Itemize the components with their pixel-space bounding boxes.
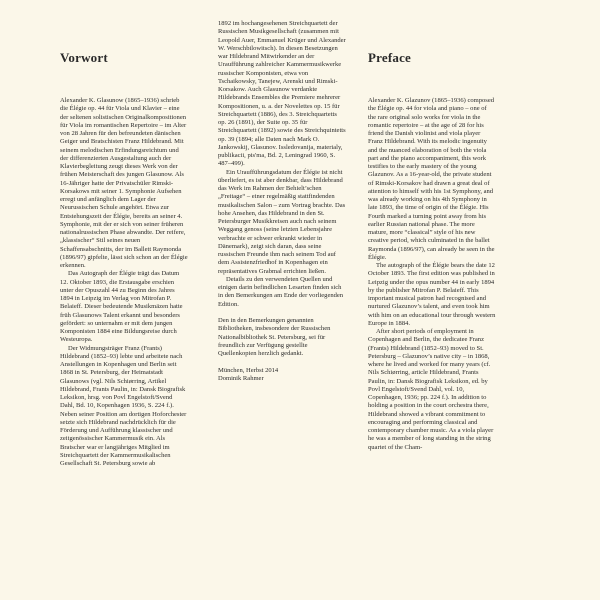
author-name: Dominik Rahmer bbox=[218, 374, 264, 382]
paragraph: Das Autograph der Élégie trägt das Datum 12. Oktober 1893, die Erstausgabe erschien unter der Opuszahl 44 zu Beginn des Jahres 1894 in Leipzig im Verlag von Mitrofan P. Belaieff. Dieser bedeutende Musikmäzen hatte früh Glasunows Talent erkannt und besonders gefördert: so unternahm er mit dem jungen Komponisten 1884 eine Bildungsreise durch Westeuropa. bbox=[60, 270, 183, 344]
vorwort-column-2 bbox=[218, 20, 346, 575]
paragraph: Alexander K. Glazunov (1865–1936) composed the Élégie op. 44 for viola and piano – one of the rare original solo works for viola in the romantic repertoire – at the age of 28 for his friend the Danish violinist and viola player Franz Hildebrand. With its melodic ingenuity and the nuanced elaboration of both the viola part and the piano accompaniment, this work testifies to the early mastery of the young Glazunov. As a 16-year-old, the private student of Rimski-Korsakov had drawn a great deal of attention to himself with his 1st Symphony, and was already working on his 4th Symphony in late 1893, the time of origin of the Élégie. His Fourth marked a turning point away from his earlier Russian national phase. The more mature, more “classical” style of his new creative period, which culminated in the ballet Raymonda (1896/97), can already be seen in the Élégie. bbox=[368, 97, 495, 261]
paragraph: Ein Uraufführungsdatum der Élégie ist nicht überliefert, es ist aber denkbar, dass Hildebrand das Werk im Rahmen der Behielt’schen „Freitage“ – einer regelmäßig stattfindenden musikalischen Salon – zum Vortrag brachte. Das hohe Ansehen, das Hildebrand in den St. Petersburger Musikkreisen auch nach seinem Weggang genoss (seine letzten Lebensjahre verbrachte er schwer erkrankt wieder in Dänemark), zeigt sich daran, dass seine russischen Freunde ihm nach seinem Tod auf dem Assistenzfriedhof in Kopenhagen ein repräsentatives Grabmal errichten ließen. bbox=[218, 168, 346, 275]
preface-column bbox=[368, 97, 496, 575]
heading-vorwort: Vorwort bbox=[60, 50, 108, 65]
paragraph: Details zu den verwendeten Quellen und einigen darin befindlichen Lesarten finden sich in den Bemerkungen am Ende der vorliegenden Edition. bbox=[218, 275, 344, 308]
paragraph: 1892 im hochangesehenen Streichquartett der Russischen Musikgesellschaft (zusammen mit Leopold Auer, Emmanuel Krüger und Alexander W. Werschbilowitsch). In diesen Besetzungen war Hildebrand Mitwirkender an der Uraufführung zahlreicher Kammermusikwerke russischer Komponisten, etwa von Tschaikowsky, Tanejew, Arenski und Rimski-Korsakow. Auch Glasunow verdankte Hildebrands Ensembles die Premiere mehrerer Kompositionen, u. a. der Novelettes op. 15 für Streichquartett (1886), des 3. Streichquartetts op. 26 (1891), der Suite op. 35 für Streichquartett (1892) sowie des Streichquintetts op. 39 (1894; alle Daten nach Mark O. Jankowskij, Glasunov. Issledovanija, materialy, publikacii, pis'ma, Bd. 2, Leningrad 1960, S. 487–499). bbox=[218, 20, 346, 168]
paragraph: After short periods of employment in Copenhagen and Berlin, the dedicatee Franz (Frants) Hildebrand (1852–93) moved to St. Petersburg – Glazunov’s native city – in 1868, where he lived and worked for many years (cf. Nils Schiørring, article Hildebrand, Frants Paulin, in: Dansk Biografisk Leksikon, ed. by Povl Engelstoft/Svend Dahl, vol. 10, Copenhagen, 1936; pp. 224 f.). In addition to holding a position in the court orchestra there, Hildebrand showed a vibrant commitment to encouraging and performing classical and contemporary chamber music. As a viola player he was a member of long standing in the string quartet of the Cham- bbox=[368, 328, 494, 451]
paragraph: Den in den Bemerkungen genannten Bibliotheken, insbesondere der Russischen Nationalbibliothek St. Petersburg, sei für freundlich zur Verfügung gestellte Quellenkopien herzlich gedankt. bbox=[218, 317, 331, 357]
heading-preface: Preface bbox=[368, 50, 412, 65]
place-date: München, Herbst 2014 bbox=[218, 366, 279, 374]
vorwort-column-1 bbox=[60, 97, 188, 575]
paragraph: The autograph of the Élégie bears the date 12 October 1893. The first edition was published in Leipzig under the opus number 44 in early 1894 by the publisher Mitrofan P. Belaieff. This important musical patron had recognised and nurtured Glazunov’s talent, and even took him with him on an educational tour through western Europe in 1884. bbox=[368, 262, 496, 327]
paragraph: Alexander K. Glasunow (1865–1936) schrieb die Élégie op. 44 für Viola und Klavier – eine der seltenen solistischen Originalkompositionen für Viola im romantischen Repertoire – im Alter von 28 Jahren für den befreundeten dänischen Geiger und Bratschisten Franz Hildebrand. Mit seinem melodischen Erfindungsreichtum und der differenzierten Ausgestaltung auch der Klavierbegleitung zeugt dieses Werk von der frühen Meisterschaft des jungen Glasunow. Als 16-Jähriger hatte der Privatschüler Rimski-Korsakows mit seiner 1. Symphonie Aufsehen erregt und anfänglich dem Lager der Neurussischen Schule angehört. Etwa zur Entstehungszeit der Élégie, bereits an seiner 4. Symphonie, mit der er sich von seiner früheren nationalrussischen Phase abwandte. Der reifere, „klassischer“ Stil seines neuen Schaffensabschnitts, der im Ballett Raymonda (1896/97) gipfelte, lässt sich schon an der Élégie erkennen. bbox=[60, 97, 188, 269]
paragraph: Der Widmungsträger Franz (Frants) Hildebrand (1852–93) lebte und arbeitete nach Anstellungen in Kopenhagen und Berlin seit 1868 in St. Petersburg, der Heimatstadt Glasunows (vgl. Nils Schiørring, Artikel Hildebrand, Frants Paulin, in: Dansk Biografisk Leksikon, hrsg. von Povl Engelstoft/Svend Dahl, Bd. 10, Kopenhagen 1936, S. 224 f.). Neben seiner Position am dortigen Hoforchester setzte sich Hildebrand nachdrücklich für die Förderung und Aufführung klassischer und zeitgenössischer Kammermusik ein. Als Bratscher war er langjähriges Mitglied im Streichquartett der Kammermusikalischen Gesellschaft St. Petersburg sowie ab bbox=[60, 344, 187, 467]
